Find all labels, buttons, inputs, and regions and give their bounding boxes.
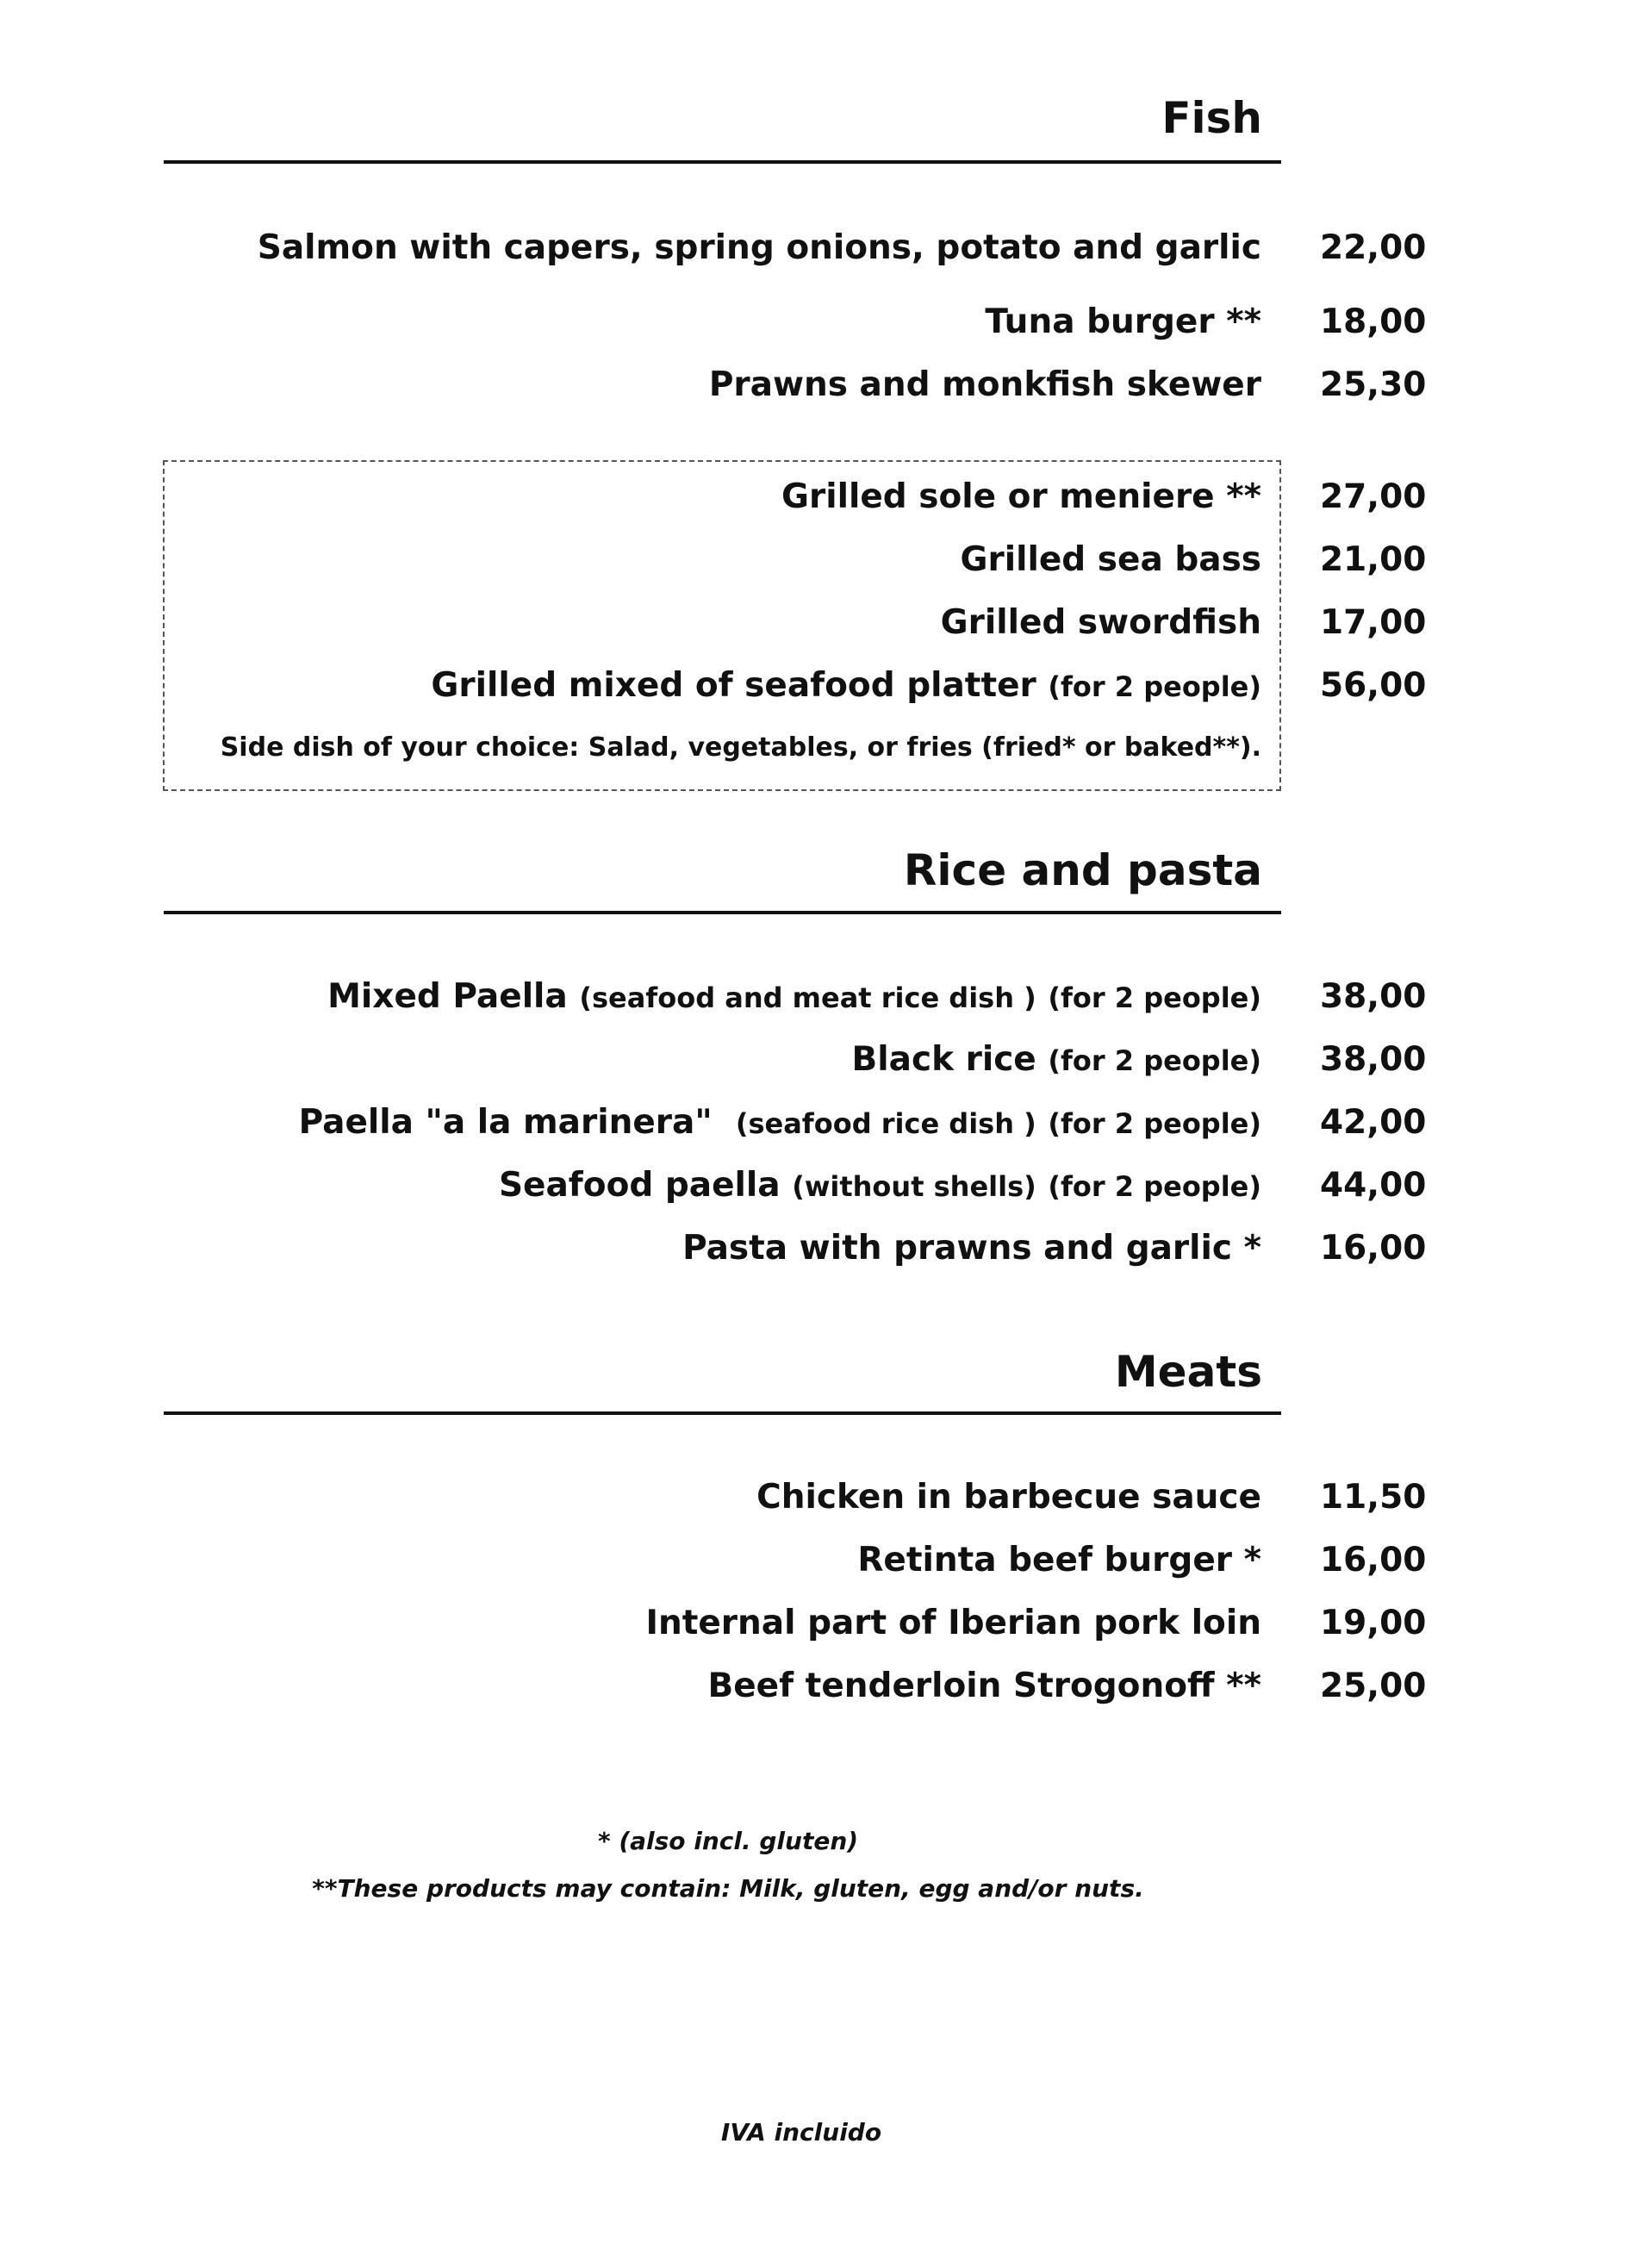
item-price: 44,00 xyxy=(1320,1166,1427,1205)
item-title: Paella "a la marinera" xyxy=(298,1103,713,1142)
item-name: Internal part of Iberian pork loin xyxy=(645,1604,1261,1642)
item-price: 11,50 xyxy=(1320,1478,1427,1517)
item-note: (for 2 people) xyxy=(1048,981,1261,1014)
item-name: Beef tenderloin Strogonoff ** xyxy=(707,1667,1261,1705)
item-name xyxy=(327,971,1261,1024)
menu-item xyxy=(0,1034,1637,1086)
item-name xyxy=(299,1097,1261,1150)
menu-item xyxy=(0,1660,1637,1712)
menu-item xyxy=(0,597,1637,649)
menu-item xyxy=(0,1097,1637,1149)
item-name: Pasta with prawns and garlic * xyxy=(682,1229,1261,1268)
divider-rice xyxy=(164,911,1281,914)
item-title: Seafood paella xyxy=(498,1166,781,1205)
item-name: Chicken in barbecue sauce xyxy=(756,1478,1261,1517)
item-name: Tuna burger ** xyxy=(985,302,1261,341)
menu-item xyxy=(0,660,1637,712)
item-price: 16,00 xyxy=(1320,1541,1427,1580)
item-price: 25,00 xyxy=(1320,1667,1427,1705)
item-name xyxy=(499,1160,1261,1212)
item-note: (for 2 people) xyxy=(1048,1107,1261,1140)
item-name xyxy=(431,660,1261,713)
menu-item xyxy=(0,1160,1637,1212)
menu-item xyxy=(0,1598,1637,1649)
item-price: 18,00 xyxy=(1320,302,1427,341)
menu-item xyxy=(0,471,1637,523)
item-title: Black rice xyxy=(851,1040,1036,1079)
item-price: 17,00 xyxy=(1320,603,1427,642)
item-name: Prawns and monkfish skewer xyxy=(708,365,1261,404)
menu-item xyxy=(0,1535,1637,1586)
item-name: Grilled sea bass xyxy=(960,540,1261,579)
menu-item xyxy=(0,222,1637,274)
menu-item xyxy=(0,1223,1637,1274)
footnote-gluten: * (also incl. gluten) xyxy=(597,1827,859,1855)
item-name: Retinta beef burger * xyxy=(857,1541,1261,1580)
section-title-fish: Fish xyxy=(1161,93,1262,143)
item-note: (without shells) xyxy=(792,1170,1036,1203)
item-note: (seafood rice dish ) xyxy=(735,1107,1036,1140)
divider-meats xyxy=(164,1411,1281,1415)
item-price: 16,00 xyxy=(1320,1229,1427,1268)
item-price: 25,30 xyxy=(1320,365,1427,404)
item-price: 42,00 xyxy=(1320,1103,1427,1142)
section-title-meats: Meats xyxy=(1114,1347,1262,1397)
menu-item xyxy=(0,296,1637,348)
item-price: 38,00 xyxy=(1320,1040,1427,1079)
menu-item xyxy=(0,971,1637,1023)
footnote-allergens: **These products may contain: Milk, gluten, egg and/or nuts. xyxy=(312,1874,1144,1903)
item-name: Grilled sole or meniere ** xyxy=(781,477,1261,516)
menu-item xyxy=(0,359,1637,411)
item-price: 21,00 xyxy=(1320,540,1427,579)
item-title: Grilled mixed of seafood platter xyxy=(431,666,1036,705)
menu-item xyxy=(0,534,1637,586)
item-price: 56,00 xyxy=(1320,666,1427,705)
menu-item xyxy=(0,1472,1637,1523)
item-name xyxy=(852,1034,1261,1087)
side-dish-note: Side dish of your choice: Salad, vegetables, or fries (fried* or baked**). xyxy=(220,732,1261,763)
item-name: Salmon with capers, spring onions, potato and garlic xyxy=(257,228,1261,267)
item-name: Grilled swordfish xyxy=(940,603,1261,642)
item-note: (for 2 people) xyxy=(1048,670,1261,703)
item-note: (for 2 people) xyxy=(1048,1170,1261,1203)
section-title-rice: Rice and pasta xyxy=(903,845,1262,895)
item-note: (for 2 people) xyxy=(1048,1044,1261,1077)
item-price: 19,00 xyxy=(1320,1604,1427,1642)
item-note: (seafood and meat rice dish ) xyxy=(579,981,1036,1014)
divider-fish xyxy=(164,160,1281,164)
item-price: 38,00 xyxy=(1320,977,1427,1016)
item-price: 27,00 xyxy=(1320,477,1427,516)
item-price: 22,00 xyxy=(1320,228,1427,267)
footnote-iva: IVA incluido xyxy=(720,2118,882,2146)
item-title: Mixed Paella xyxy=(327,977,568,1016)
